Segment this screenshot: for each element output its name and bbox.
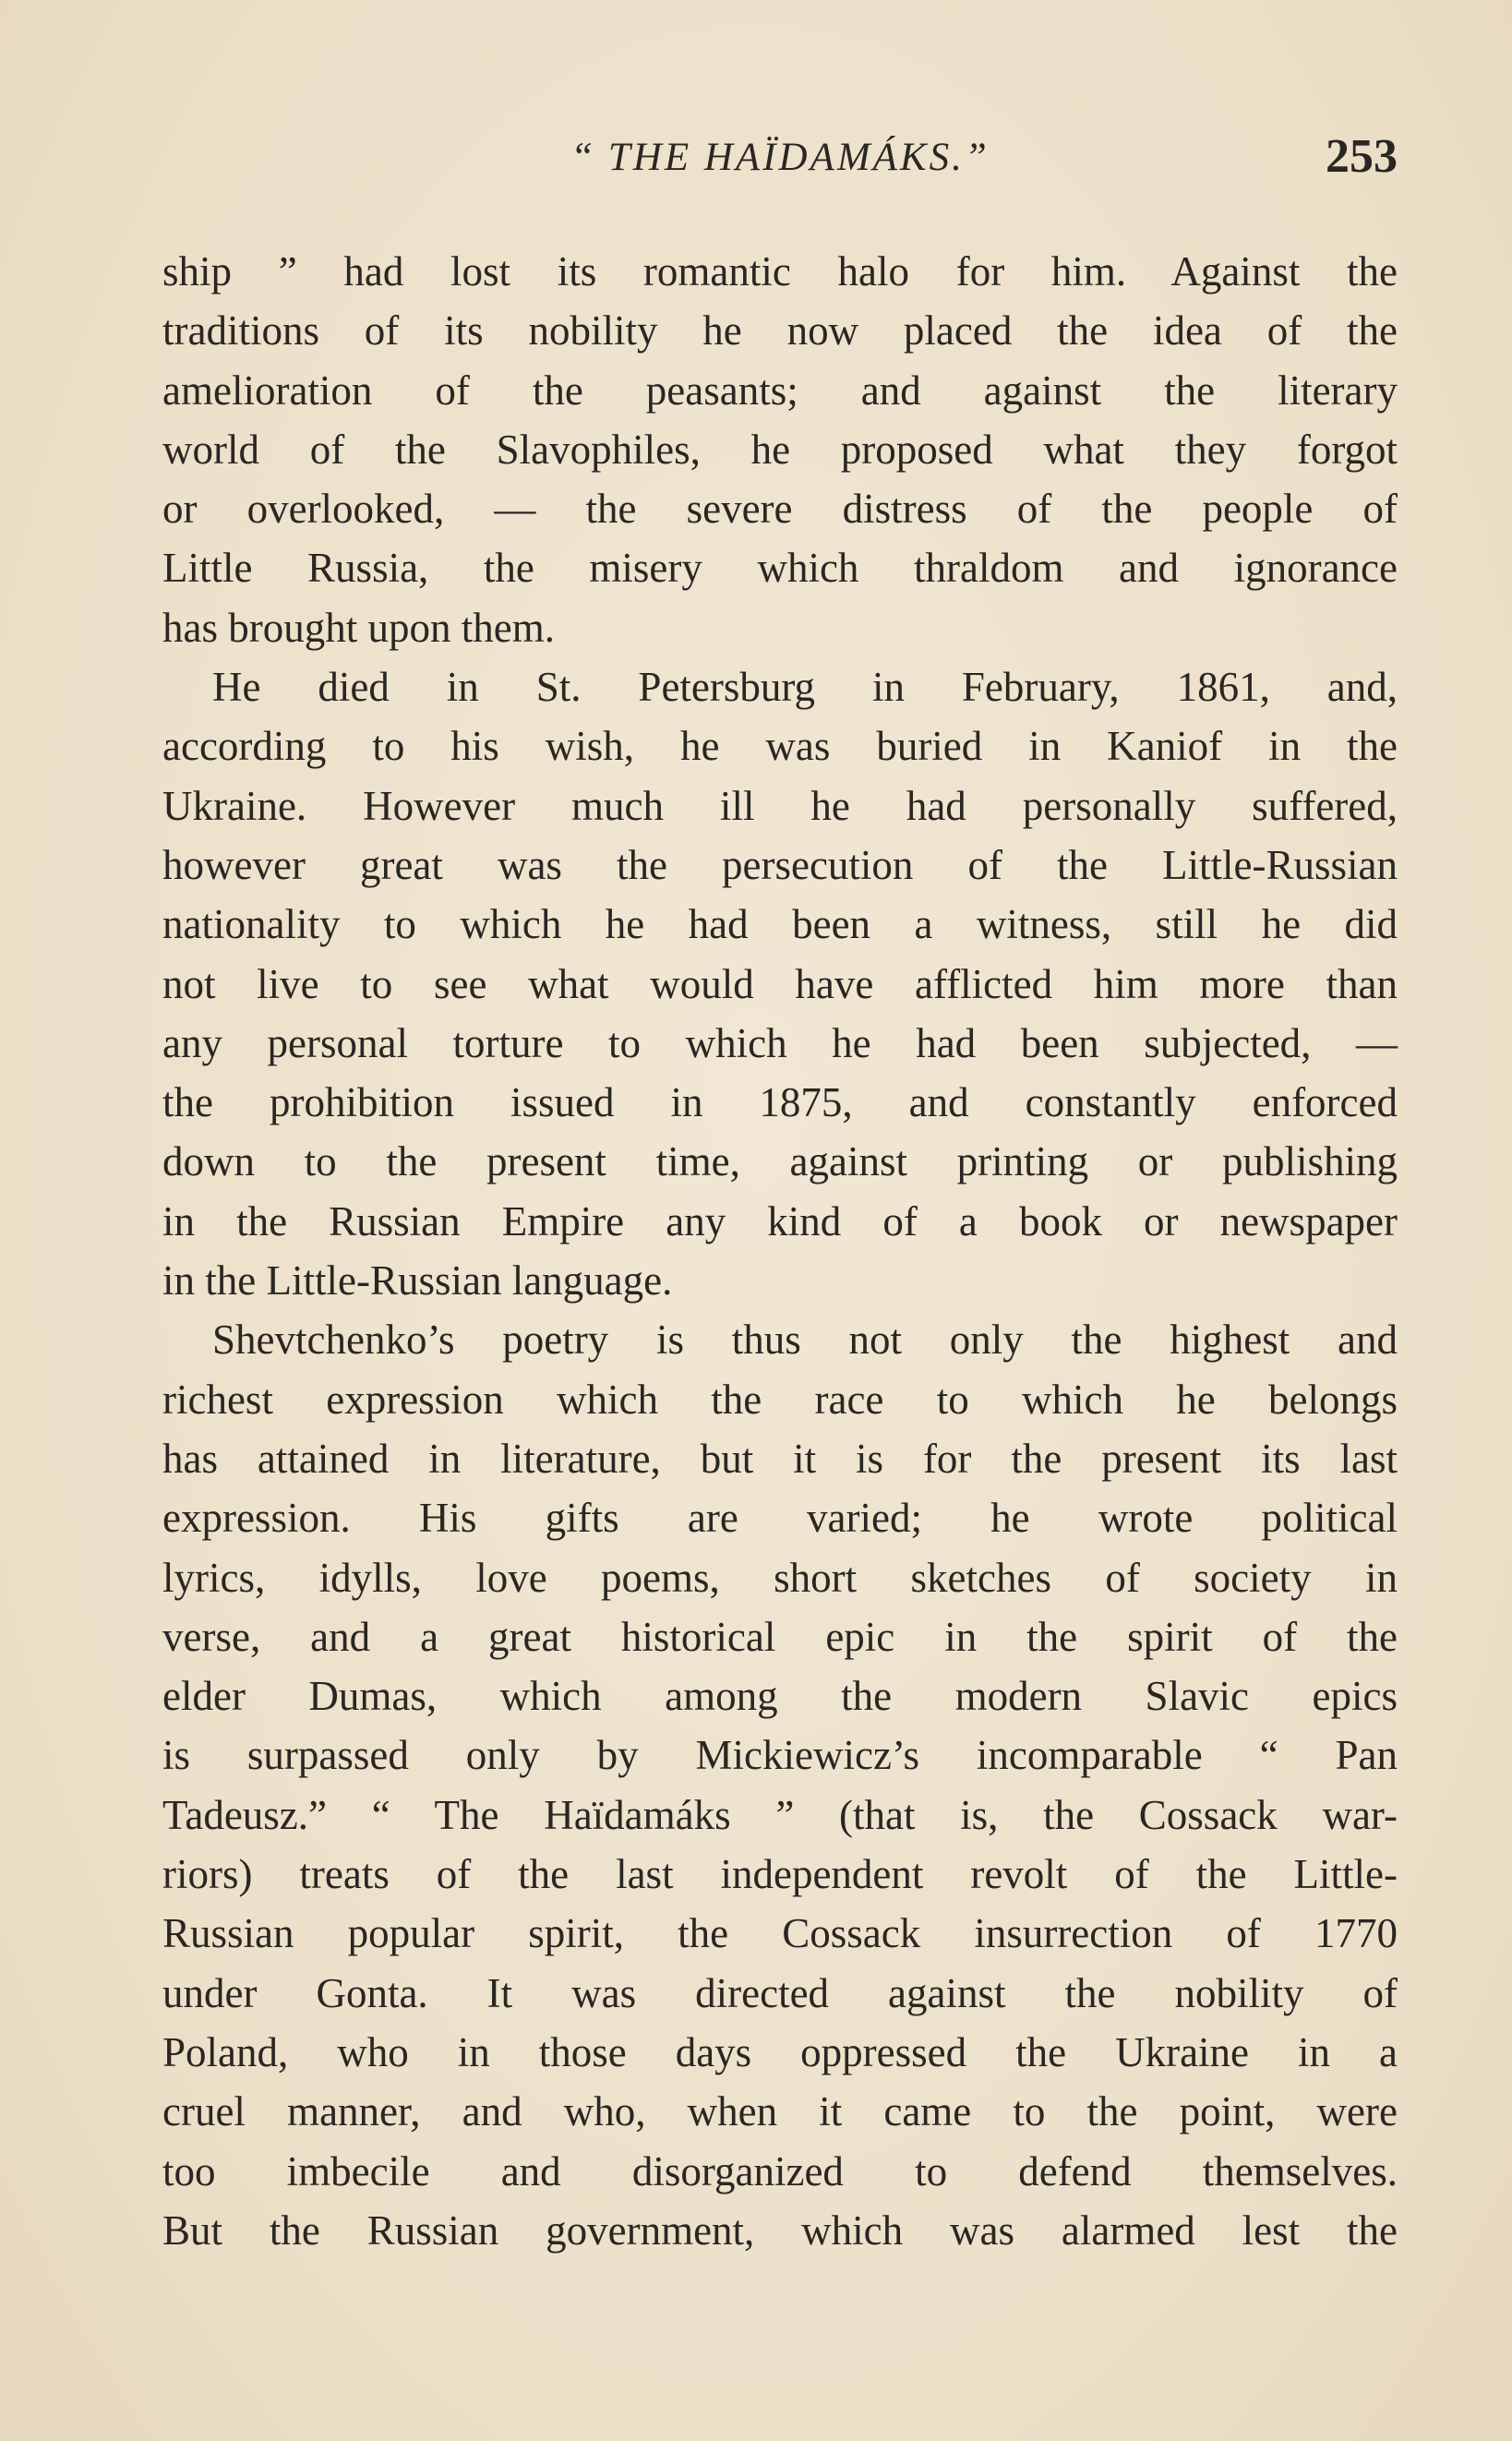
text-line: Russian popular spirit, the Cossack insurrection of 1770	[162, 1910, 1398, 1957]
text-line: But the Russian government, which was alarmed lest the	[162, 2207, 1398, 2254]
text-line: has attained in literature, but it is for the present its last	[162, 1435, 1398, 1482]
text-line: Ukraine. However much ill he had personally suffered,	[162, 782, 1398, 829]
text-line: down to the present time, against printing or publishing	[162, 1138, 1398, 1185]
text-line: elder Dumas, which among the modern Slavic epics	[162, 1673, 1398, 1720]
text-line: or overlooked, — the severe distress of the people of	[162, 486, 1398, 533]
text-line: according to his wish, he was buried in Kaniof in the	[162, 723, 1398, 770]
text-line: Shevtchenko’s poetry is thus not only the highest and	[212, 1317, 1398, 1364]
text-line: however great was the persecution of the Little-Russian	[162, 841, 1398, 888]
text-line: not live to see what would have afflicted him more than	[162, 960, 1398, 1007]
body-text	[162, 242, 1398, 2260]
text-line: any personal torture to which he had been subjected, —	[162, 1019, 1398, 1066]
text-line: in the Little-Russian language.	[162, 1257, 673, 1305]
text-line: verse, and a great historical epic in the spirit of the	[162, 1613, 1398, 1660]
text-line: nationality to which he had been a witness, still he did	[162, 901, 1398, 948]
text-line: is surpassed only by Mickiewicz’s incomparable “ Pan	[162, 1732, 1398, 1779]
text-line: under Gonta. It was directed against the nobility of	[162, 1969, 1398, 2016]
text-line: cruel manner, and who, when it came to the point, were	[162, 2088, 1398, 2135]
text-line: in the Russian Empire any kind of a book or newspaper	[162, 1197, 1398, 1245]
text-line: has brought upon them.	[162, 604, 555, 651]
text-line: the prohibition issued in 1875, and constantly enforced	[162, 1079, 1398, 1126]
page-number: 253	[1326, 130, 1398, 183]
text-line: He died in St. Petersburg in February, 1861, and,	[212, 664, 1398, 711]
running-title: “ THE HAÏDAMÁKS.”	[570, 136, 990, 179]
text-line: too imbecile and disorganized to defend themselves.	[162, 2147, 1398, 2194]
text-line: amelioration of the peasants; and against the literary	[162, 367, 1398, 414]
text-line: traditions of its nobility he now placed the idea of the	[162, 307, 1398, 355]
text-line: lyrics, idylls, love poems, short sketches of society in	[162, 1554, 1398, 1601]
text-line: richest expression which the race to which he belongs	[162, 1376, 1398, 1423]
text-line: Poland, who in those days oppressed the Ukraine in a	[162, 2028, 1398, 2075]
text-line: ship ” had lost its romantic halo for him. Against the	[162, 248, 1398, 295]
text-line: expression. His gifts are varied; he wrote political	[162, 1495, 1398, 1542]
text-line: Little Russia, the misery which thraldom and ignorance	[162, 545, 1398, 592]
page-header	[162, 129, 1398, 194]
text-line: world of the Slavophiles, he proposed what they forgot	[162, 426, 1398, 473]
text-line: Tadeusz.” “ The Haïdamáks ” (that is, the Cossack war-	[162, 1791, 1398, 1838]
text-line: riors) treats of the last independent revolt of the Little-	[162, 1851, 1398, 1898]
